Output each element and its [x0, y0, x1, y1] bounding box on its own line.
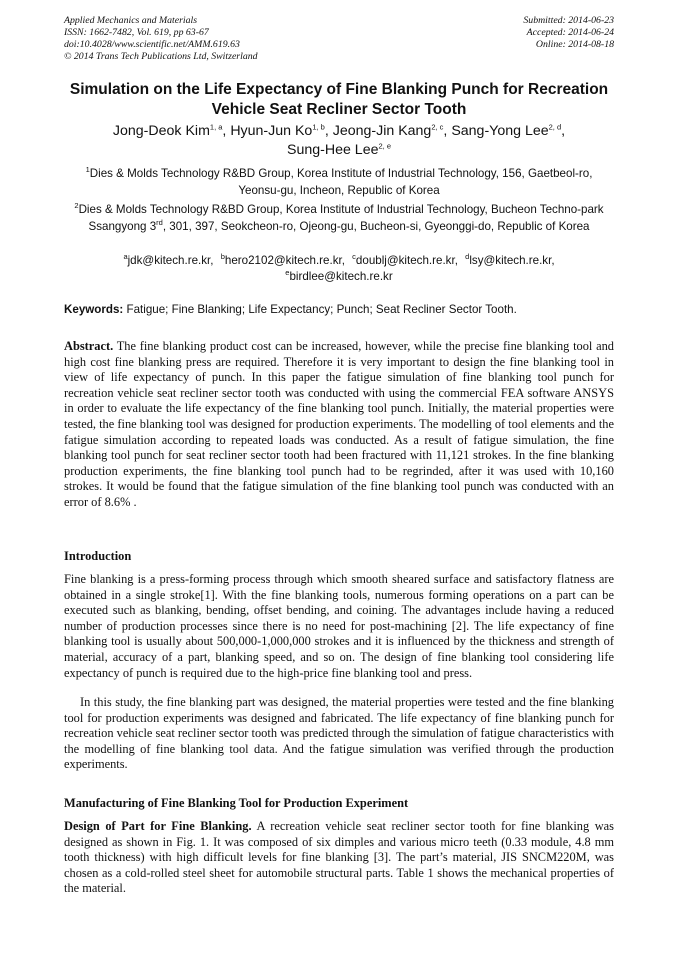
- manufacturing-text: A recreation vehicle seat recliner sector tooth for fine blanking was designed as shown in Fig. 1. It was composed of six dimples and various micro teeth (0.33 module, 4.8 mm tooth thickness) with high difficult levels for fine blanking [3]. The part’s material, JIS SNCM220M, was chosen as a cold-rolled steel sheet for automobile structural parts. Table 1 shows the mechanical properties of the material.: [64, 819, 614, 896]
- author-emails: [64, 253, 614, 284]
- keywords-label: Keywords:: [64, 303, 124, 316]
- affiliation-1: $^1$Dies & Molds Technology R&BD Group, Korea Institute of Industrial Technology, 156, Gaetbeol-ro, Yeonsu-gu, Incheon, Republic of Korea: [85, 165, 593, 197]
- author: Hyun-Jun Ko$^{1, b}$,: [230, 122, 333, 139]
- manufacturing-paragraph-1: [64, 819, 614, 897]
- affiliation-2: $^2$Dies & Molds Technology R&BD Group, Korea Institute of Industrial Technology, Bucheon Techno-park Ssangyong 3rd, 301, 397, Seokcheon-ro, Ojeong-gu, Bucheon-si, Gyeonggi-do, Republic of Korea: [74, 201, 604, 233]
- abstract-text: The fine blanking product cost can be increased, however, while the precise fine blanking tool and high cost fine blanking press are required. Therefore it is very important to design the fine blanking tool in view of life expectancy of punch. In this paper the fatigue simulation of fine blanking tool punch for recreation vehicle seat recliner sector tooth was conducted with using the commercial FEA software ANSYS in order to evaluate the life expectancy of the fine blanking tool punch. Initially, the material properties were tested, the fine blanking tool was designed for production experiments. The modelling of tool elements and the fatigue simulation according to repeated loads was conducted. As a result of fatigue simulation, the fine blanking tool punch for seat recliner sector tooth had been fractured with 11,121 strokes. In the fine blanking production experiments, the fine blanking tool punch had to be regrinded, after it was used with 10,160 strokes. It would be found that the fatigue simulation of the fine blanking tool punch was conducted with an error of 8.6% .: [64, 339, 615, 509]
- journal-header: [64, 15, 258, 63]
- journal-issn: ISSN: 1662-7482, Vol. 619, pp 63-67: [64, 27, 209, 38]
- author: Sung-Hee Lee$^{2, e}$: [286, 141, 391, 158]
- email: $^c$doublj@kitech.re.kr,: [352, 252, 458, 267]
- journal-name: Applied Mechanics and Materials: [64, 15, 198, 26]
- section-heading-introduction: Introduction: [64, 549, 132, 563]
- journal-copyright: © 2014 Trans Tech Publications Ltd, Switzerland: [64, 51, 258, 62]
- email: $^d$lsy@kitech.re.kr,: [465, 252, 555, 267]
- date-accepted: Accepted: 2014-06-24: [526, 27, 614, 38]
- author-list: [64, 122, 614, 160]
- keywords-text: Fatigue; Fine Blanking; Life Expectancy; Punch; Seat Recliner Sector Tooth.: [126, 303, 517, 316]
- introduction-paragraph-1: Fine blanking is a press-forming process through which smooth sheared surface and satisfactory flatness are obtained in a single stroke[1]. With the fine blanking tools, numerous forming operations on a part can be executed such as blanking, bending, offset bending, and coining. The advantages include having a reduced number of production processes since there is no need for post-machining [2]. The life expectancy of fine blanking tool is usually about 500,000-1,000,000 strokes and it is influenced by the thickness and strength of material, accuracy of a part, blanking speed, and so on. The design of fine blanking tool considering life expectancy of punch is required due to the high-price fine blanking tool and press.: [64, 572, 614, 680]
- email: $^b$hero2102@kitech.re.kr,: [220, 252, 345, 267]
- abstract: [64, 339, 614, 511]
- keywords: [64, 302, 614, 318]
- paper-title: Simulation on the Life Expectancy of Fine Blanking Punch for Recreation Vehicle Seat Recliner Sector Tooth: [69, 81, 609, 118]
- author: Jeong-Jin Kang$^{2, c}$,: [332, 122, 452, 139]
- section-heading-manufacturing: Manufacturing of Fine Blanking Tool for Production Experiment: [64, 796, 409, 810]
- introduction-paragraph-2: In this study, the fine blanking part was designed, the material properties were tested and the fine blanking tool for production experiments was designed and fabricated. The life expectancy of fine blanking punch for recreation vehicle seat recliner sector tooth was predicted through the simulation of fatigue characteristics with the modelling of fine blanking tool data. And the fatigue simulation was verified through the production experiments.: [64, 695, 614, 772]
- date-submitted: Submitted: 2014-06-23: [523, 15, 614, 26]
- author: Jong-Deok Kim$^{1, a}$,: [112, 122, 231, 139]
- date-online: Online: 2014-08-18: [535, 39, 614, 50]
- author: Sang-Yong Lee$^{2, d}$,: [451, 122, 566, 139]
- subsection-heading: Design of Part for Fine Blanking.: [64, 819, 252, 833]
- email: $^e$birdlee@kitech.re.kr: [285, 267, 393, 283]
- journal-doi: doi:10.4028/www.scientific.net/AMM.619.63: [64, 39, 240, 50]
- submission-dates: [523, 15, 614, 51]
- email: $^a$jdk@kitech.re.kr,: [123, 252, 214, 267]
- abstract-label: Abstract.: [64, 339, 114, 353]
